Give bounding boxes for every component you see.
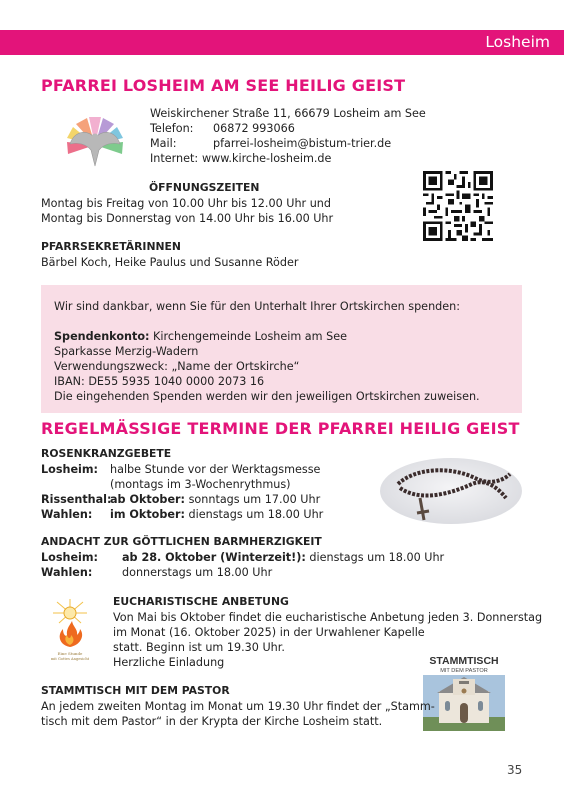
- website-link[interactable]: www.kirche-losheim.de: [202, 152, 332, 165]
- stammtisch-image-subtitle: MIT DEM PASTOR: [440, 668, 488, 674]
- regular-events-title: REGELMÄSSIGE TERMINE DER PFARREI HEILIG GEIST: [41, 419, 520, 438]
- mail-label: Mail:: [150, 137, 177, 150]
- adoration-line2: im Monat (16. Oktober 2025) in der Urwahlener Kapelle: [113, 626, 425, 639]
- donation-note: Die eingehenden Spenden werden wir den jeweiligen Ortskirchen zuweisen.: [54, 390, 480, 403]
- rosary-wahlen-text: dienstags um 18.00 Uhr: [184, 508, 324, 521]
- adoration-image-caption2: mit Gottes Angesicht: [50, 657, 90, 661]
- donation-purpose: Verwendungszweck: „Name der Ortskirche“: [54, 360, 300, 373]
- section-header-bar: [0, 30, 564, 55]
- opening-hours-line1: Montag bis Freitag von 10.00 Uhr bis 12.00 Uhr und: [41, 197, 331, 210]
- contact-block: [150, 106, 426, 166]
- donation-intro: Wir sind dankbar, wenn Sie für den Unterhalt Ihrer Ortskirchen spenden:: [54, 300, 461, 313]
- rosary-wahlen-label: Wahlen:: [41, 508, 93, 521]
- adoration-line4: Herzliche Einladung: [113, 656, 225, 669]
- rosary-rissenthal-label: Rissenthal:: [41, 493, 112, 506]
- internet-label: Internet:: [150, 152, 199, 165]
- adoration-line3: statt. Beginn ist um 19.30 Uhr.: [113, 641, 285, 654]
- parish-logo: [64, 114, 126, 176]
- stammtisch-heading: STAMMTISCH MIT DEM PASTOR: [41, 684, 230, 697]
- email-link[interactable]: pfarrei-losheim@bistum-trier.de: [213, 137, 392, 150]
- phone-label: Telefon:: [150, 122, 194, 135]
- rosary-losheim-label: Losheim:: [41, 463, 98, 476]
- rosary-photo: [380, 458, 522, 524]
- opening-hours-line2: Montag bis Donnerstag von 14.00 Uhr bis 16.00 Uhr: [41, 212, 334, 225]
- rosary-heading: ROSENKRANZGEBETE: [41, 447, 172, 460]
- rosary-wahlen-when: im Oktober:: [110, 508, 185, 521]
- phone-number[interactable]: 06872 993066: [213, 122, 295, 135]
- donation-account-label: Spendenkonto:: [54, 330, 150, 343]
- donation-box: [41, 285, 522, 413]
- rosary-losheim-text: halbe Stunde vor der Werktagsmesse: [110, 463, 321, 476]
- stammtisch-image-title: STAMMTISCH: [429, 655, 499, 667]
- section-title: Losheim: [485, 33, 550, 51]
- adoration-line1: Von Mai bis Oktober findet die eucharistische Anbetung jeden 3. Donnerstag: [113, 611, 543, 624]
- rosary-rissenthal-text: sonntags um 17.00 Uhr: [185, 493, 321, 506]
- secretaries-names: Bärbel Koch, Heike Paulus und Susanne Röder: [41, 256, 299, 269]
- donation-account-value: Kirchengemeinde Losheim am See: [153, 330, 347, 343]
- parish-title: PFARREI LOSHEIM AM SEE HEILIG GEIST: [41, 76, 406, 95]
- opening-hours-heading: ÖFFNUNGSZEITEN: [149, 181, 260, 194]
- mercy-losheim-text: dienstags um 18.00 Uhr: [305, 551, 445, 564]
- secretaries-heading: PFARRSEKRETÄRINNEN: [41, 240, 181, 253]
- donation-iban: IBAN: DE55 5935 1040 0000 2073 16: [54, 375, 265, 388]
- mercy-losheim-when: ab 28. Oktober (Winterzeit!):: [122, 551, 306, 564]
- adoration-image-caption1: Eine Stunde: [57, 651, 83, 656]
- mercy-losheim-label: Losheim:: [41, 551, 98, 564]
- address-text: Weiskirchener Straße 11, 66679 Losheim am See: [150, 107, 426, 120]
- stammtisch-line1: An jedem zweiten Montag im Monat um 19.30 Uhr findet der „Stamm-: [41, 700, 435, 713]
- page-number: 35: [507, 763, 523, 777]
- rosary-rissenthal-when: ab Oktober:: [110, 493, 186, 506]
- qr-code[interactable]: [423, 171, 493, 241]
- mercy-wahlen-label: Wahlen:: [41, 566, 93, 579]
- adoration-heading: EUCHARISTISCHE ANBETUNG: [113, 595, 289, 608]
- stammtisch-line2: tisch mit dem Pastor“ in der Krypta der Kirche Losheim statt.: [41, 715, 383, 728]
- adoration-image: [45, 597, 95, 665]
- rosary-losheim-text2: (montags im 3-Wochenrythmus): [110, 478, 291, 491]
- mercy-heading: ANDACHT ZUR GÖTTLICHEN BARMHERZIGKEIT: [41, 535, 322, 548]
- stammtisch-image: [423, 653, 505, 731]
- mercy-wahlen-text: donnerstags um 18.00 Uhr: [122, 566, 273, 579]
- donation-bank: Sparkasse Merzig-Wadern: [54, 345, 199, 358]
